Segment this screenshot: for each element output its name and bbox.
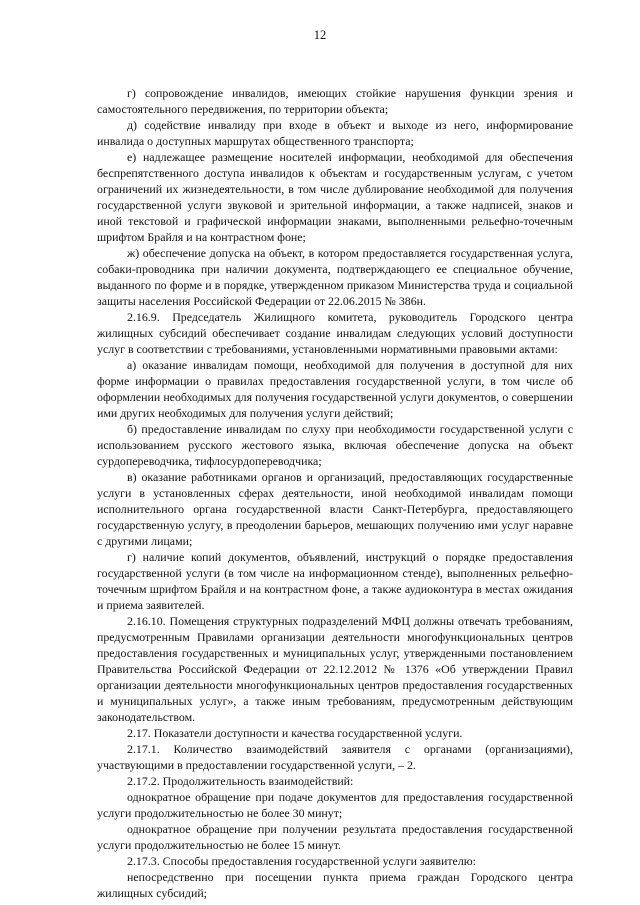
interaction-result: однократное обращение при получении результата предоставления государственной услуги продолжительностью не более 15 минут.: [97, 822, 573, 852]
page-number: 12: [313, 28, 327, 42]
provision-method-in-person: непосредственно при посещении пункта приема граждан Городского центра жилищных субсидий;: [97, 870, 573, 900]
item-g-documents-copies: г) наличие копий документов, объявлений, инструкций о порядке предоставления государственной услуги (в том числе на информационном стенде), выполненных рельефно-точечным шрифтом Брайля и на контрастном фоне, а также аудиоконтура в местах ожидания и приема заявителей.: [97, 550, 573, 612]
item-v-staff-assistance: в) оказание работниками органов и организаций, предоставляющих государственные услуги в установленных сферах деятельности, иной необходимой инвалидам помощи исполнительного органа государственной власти Санкт-Петербурга, предоставляющего государственную услугу, в преодолении барьеров, мешающих получению ими услуг наравне с другими лицами;: [97, 470, 573, 548]
section-2-16-9: 2.16.9. Председатель Жилищного комитета, руководитель Городского центра жилищных субсидий обеспечивает создание инвалидам следующих условий доступности услуг в соответствии с требованиями, установленными нормативными правовыми актами:: [97, 310, 573, 356]
section-2-17-3: 2.17.3. Способы предоставления государственной услуги заявителю:: [127, 854, 476, 868]
item-g-accompaniment: г) сопровождение инвалидов, имеющих стойкие нарушения функции зрения и самостоятельного передвижения, по территории объекта;: [97, 86, 573, 116]
item-d-assistance: д) содействие инвалиду при входе в объект и выходе из него, информирование инвалида о доступных маршрутах общественного транспорта;: [97, 118, 573, 148]
item-e-information-placement: е) надлежащее размещение носителей информации, необходимой для обеспечения беспрепятственного доступа инвалидов к объектам и государственным услугам, с учетом ограничений их жизнедеятельности, в том числе дублирование необходимой для получения государственной услуги звуковой и зрительной информации, а также надписей, знаков и иной текстовой и графической информации знаками, выполненными рельефно-точечным шрифтом Брайля и на контрастном фоне;: [97, 150, 573, 244]
item-a-help: а) оказание инвалидам помощи, необходимой для получения в доступной для них форме информации о правилах предоставления государственной услуги, в том числе об оформлении необходимых для получения государственной услуги документов, о совершении ими других необходимых для получения услуги действий;: [97, 358, 573, 420]
document-body: [97, 85, 573, 901]
item-b-sign-language: б) предоставление инвалидам по слуху при необходимости государственной услуги с использованием русского жестового языка, включая обеспечение допуска на объект сурдопереводчика, тифлосурдопереводчика;: [97, 422, 573, 468]
section-2-17: 2.17. Показатели доступности и качества государственной услуги.: [127, 726, 463, 740]
section-2-17-1: 2.17.1. Количество взаимодействий заявителя с органами (организациями), участвующими в предоставлении государственной услуги, – 2.: [97, 742, 573, 772]
item-zh-guide-dog: ж) обеспечение допуска на объект, в котором предоставляется государственная услуга, собаки-проводника при наличии документа, подтверждающего ее специальное обучение, выданного по форме и в порядке, утвержденном приказом Министерства труда и социальной защиты населения Российской Федерации от 22.06.2015 № 386н.: [97, 246, 573, 308]
section-2-16-10: 2.16.10. Помещения структурных подразделений МФЦ должны отвечать требованиям, предусмотренным Правилами организации деятельности многофункциональных центров предоставления государственных и муниципальных услуг, утвержденными постановлением Правительства Российской Федерации от 22.12.2012 № 1376 «Об утверждении Правил организации деятельности многофункциональных центров предоставления государственных и муниципальных услуг», а также иным требованиям, предусмотренным действующим законодательством.: [97, 614, 573, 724]
interaction-submission: однократное обращение при подаче документов для предоставления государственной услуги продолжительностью не более 30 минут;: [97, 790, 573, 820]
section-2-17-2: 2.17.2. Продолжительность взаимодействий:: [127, 774, 354, 788]
